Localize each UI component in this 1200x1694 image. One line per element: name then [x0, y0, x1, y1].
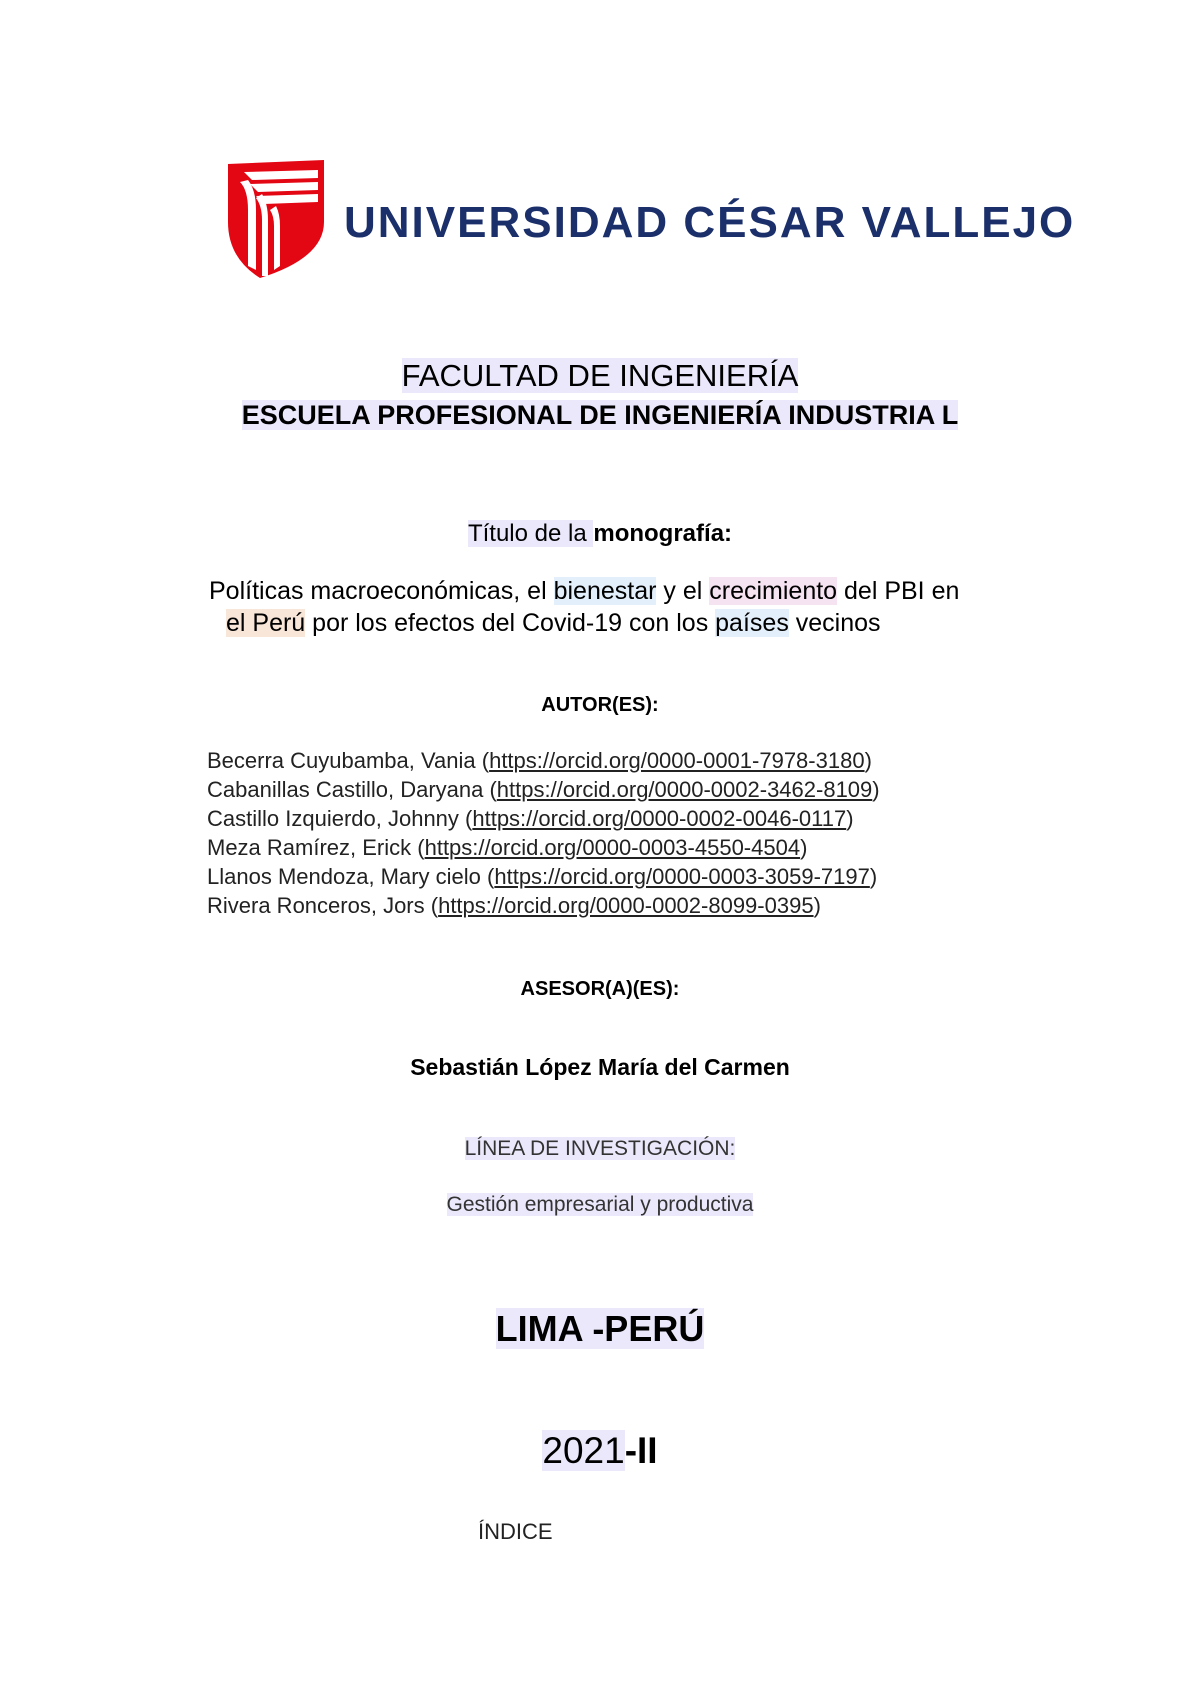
monograph-title-line-1: [209, 577, 959, 606]
title-label-bold: monografía:: [593, 520, 733, 547]
university-logo-shield: [226, 160, 326, 280]
authors-heading: [0, 694, 1200, 717]
research-line-value-text: Gestión empresarial y productiva: [446, 1193, 754, 1216]
author-close: ): [864, 748, 872, 773]
orcid-link[interactable]: https://orcid.org/0000-0003-3059-7197: [494, 864, 870, 889]
title-segment-highlight: bienestar: [553, 577, 657, 605]
author-entry: [207, 864, 877, 890]
author-entry: [207, 893, 821, 919]
title-label-prefix: Título de la: [467, 520, 594, 547]
author-close: ): [872, 777, 880, 802]
title-segment: del PBI en: [837, 577, 960, 605]
orcid-link[interactable]: https://orcid.org/0000-0001-7978-3180: [489, 748, 865, 773]
author-name: Llanos Mendoza, Mary cielo (: [207, 864, 495, 889]
author-name: Meza Ramírez, Erick (: [207, 835, 425, 860]
author-entry: [207, 748, 872, 774]
title-segment-highlight: países: [715, 609, 789, 637]
university-name: [344, 198, 1075, 248]
faculty-title: [0, 358, 1200, 394]
author-name: Castillo Izquierdo, Johnny (: [207, 806, 473, 831]
school-title: [0, 400, 1200, 431]
year-text: 2021: [542, 1430, 625, 1471]
university-name-text: UNIVERSIDAD CÉSAR VALLEJO: [344, 198, 1076, 247]
author-close: ): [800, 835, 808, 860]
advisor-name: [0, 1054, 1200, 1081]
title-segment: vecinos: [788, 609, 881, 637]
index-heading-text: ÍNDICE: [478, 1519, 553, 1544]
research-line-value: [0, 1193, 1200, 1217]
academic-period: [0, 1430, 1200, 1472]
monograph-title-label: [0, 520, 1200, 548]
orcid-link[interactable]: https://orcid.org/0000-0003-4550-4504: [424, 835, 801, 860]
author-name: Becerra Cuyubamba, Vania (: [207, 748, 490, 773]
advisor-name-text: Sebastián López María del Carmen: [410, 1054, 790, 1080]
place-text: LIMA -PERÚ: [495, 1308, 705, 1349]
author-close: ): [846, 806, 854, 831]
author-name: Rivera Ronceros, Jors (: [207, 893, 439, 918]
orcid-link[interactable]: https://orcid.org/0000-0002-3462-8109: [496, 777, 873, 802]
title-segment-highlight: crecimiento: [709, 577, 838, 605]
index-heading: [478, 1519, 553, 1545]
author-entry: [207, 777, 880, 803]
monograph-title-line-2: [226, 609, 881, 638]
school-title-text: ESCUELA PROFESIONAL DE INGENIERÍA INDUSTRIA L: [241, 400, 959, 430]
place: [0, 1308, 1200, 1350]
research-line-heading-text: LÍNEA DE INVESTIGACIÓN:: [464, 1137, 736, 1160]
title-segment: por los efectos del Covid-19 con los: [305, 609, 716, 637]
period-suffix: -II: [624, 1430, 658, 1471]
author-entry: [207, 806, 854, 832]
advisor-heading: [0, 978, 1200, 1001]
research-line-heading: [0, 1137, 1200, 1161]
title-segment-highlight: el Perú: [226, 609, 306, 637]
authors-heading-text: AUTOR(ES):: [541, 694, 659, 716]
advisor-heading-text: ASESOR(A)(ES):: [520, 978, 680, 1000]
author-close: ): [813, 893, 821, 918]
orcid-link[interactable]: https://orcid.org/0000-0002-8099-0395: [438, 893, 814, 918]
title-segment: Políticas macroeconómicas, el: [209, 577, 554, 605]
faculty-title-text: FACULTAD DE INGENIERÍA: [401, 358, 799, 393]
author-name: Cabanillas Castillo, Daryana (: [207, 777, 497, 802]
author-close: ): [869, 864, 878, 889]
title-segment: y el: [656, 577, 710, 605]
author-entry: [207, 835, 807, 861]
orcid-link[interactable]: https://orcid.org/0000-0002-0046-0117: [472, 806, 847, 831]
